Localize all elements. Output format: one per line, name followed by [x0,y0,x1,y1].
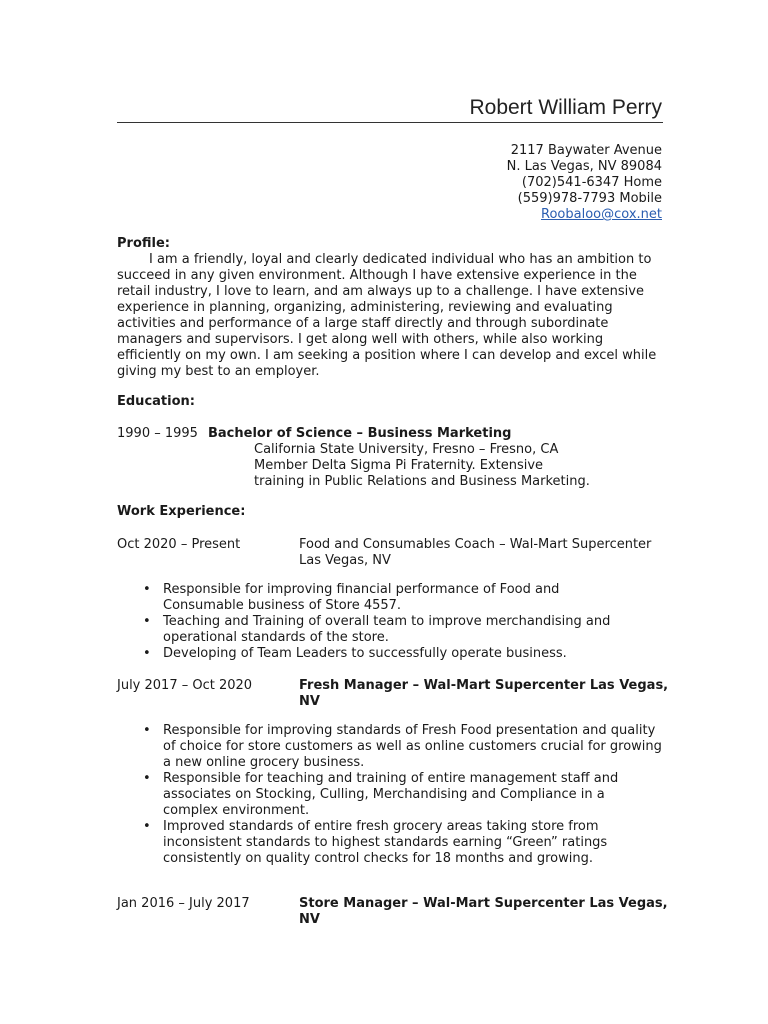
list-item: • Improved standards of entire fresh grocery areas taking store from inconsistent standards to highest standards earning “Green” ratings consistently on quality control checks for 18 months and growing. [143,819,663,867]
job-1-dates: Oct 2020 – Present [117,537,241,552]
header-rule [117,122,663,123]
list-item: • Responsible for teaching and training of entire management staff and associates on Stocking, Culling, Merchandising and Compliance in a complex environment. [143,771,663,819]
resume-name: Robert William Perry [469,96,662,119]
job-1-title-line-2: Las Vegas, NV [299,553,391,568]
profile-paragraph [117,252,662,380]
job-1-bullets [143,582,643,662]
profile-text: I am a friendly, loyal and clearly dedicated individual who has an ambition to succeed in any given environment. Although I have extensive experience in the retail industry, I love to learn, and am always up to a challenge. I have extensive experience in planning, organizing, administering, reviewing and evaluating activities and performance of a large staff directly and through subordinate managers and supervisors. I get along well with others, while also working efficiently on my own. I am seeking a position where I can develop and excel while giving my best to an employer. [117,252,657,379]
job-3-title-line-1: Store Manager – Wal-Mart Supercenter Las Vegas, [299,896,668,911]
job-1-title [299,537,651,569]
job-2-title [299,678,668,710]
profile-heading: Profile: [117,236,170,251]
address-line-1: 2117 Baywater Avenue [510,143,662,158]
education-detail-2: training in Public Relations and Business Marketing. [254,474,590,489]
job-3-title [299,896,668,928]
phone-home: (702)541-6347 Home [521,175,662,190]
job-2-dates: July 2017 – Oct 2020 [117,678,253,693]
education-detail-1: Member Delta Sigma Pi Fraternity. Extensive [254,458,544,473]
list-item: • Teaching and Training of overall team to improve merchandising and operational standards of the store. [143,614,643,646]
job-1-title-line-1: Food and Consumables Coach – Wal-Mart Supercenter [299,537,652,552]
education-school: California State University, Fresno – Fresno, CA [254,442,559,457]
education-details [254,442,590,490]
list-item: • Developing of Team Leaders to successfully operate business. [143,646,643,662]
education-heading: Education: [117,394,195,409]
job-3-title-line-2: NV [299,912,320,927]
job-2-title-line-2: NV [299,694,320,709]
job-2-bullets [143,723,663,867]
education-years: 1990 – 1995 [117,426,198,441]
phone-mobile: (559)978-7793 Mobile [517,191,662,206]
job-3-dates: Jan 2016 – July 2017 [117,896,250,911]
address-line-2: N. Las Vegas, NV 89084 [506,159,662,174]
education-degree: Bachelor of Science – Business Marketing [208,426,512,441]
list-item: • Responsible for improving standards of Fresh Food presentation and quality of choice for store customers as well as online customers crucial for growing a new online grocery business. [143,723,663,771]
job-2-title-line-1: Fresh Manager – Wal-Mart Supercenter Las Vegas, [299,678,669,693]
list-item: • Responsible for improving financial performance of Food and Consumable business of Store 4557. [143,582,643,614]
contact-block [507,143,662,223]
work-heading: Work Experience: [117,504,246,519]
email-link[interactable]: Roobaloo@cox.net [541,207,662,222]
